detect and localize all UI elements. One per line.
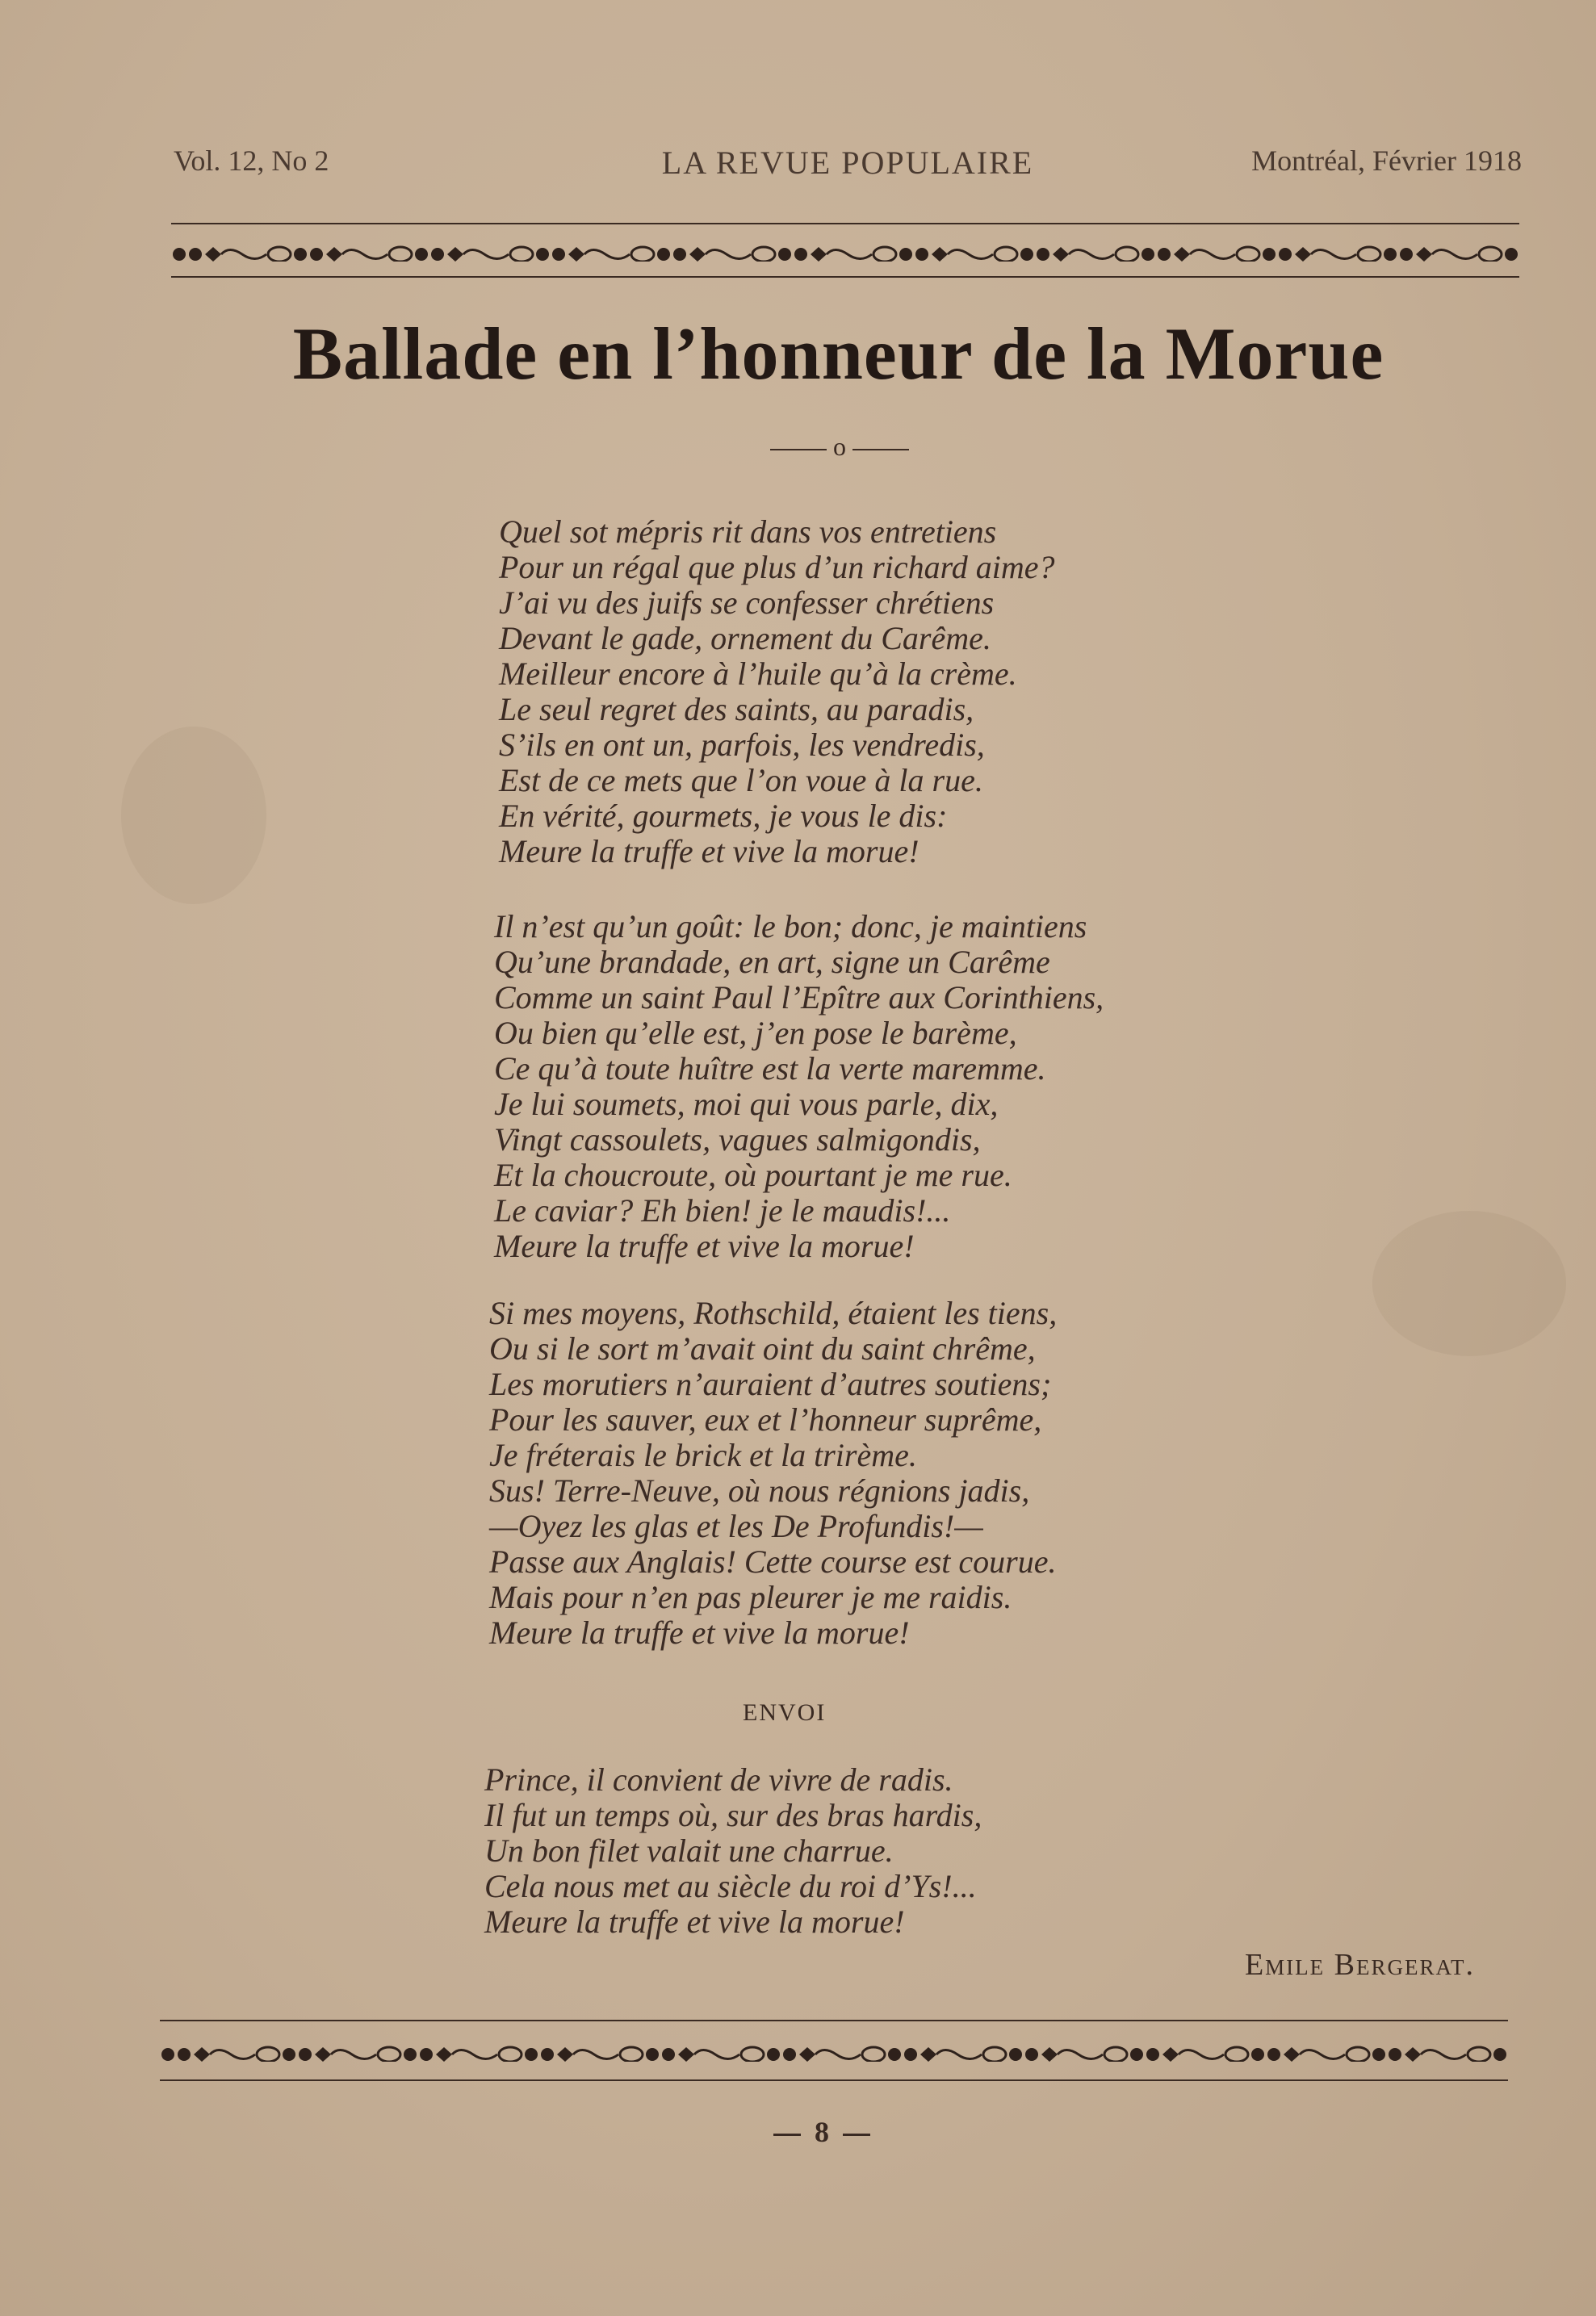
top-rule-upper: [171, 223, 1519, 224]
poem-title: Ballade en l’honneur de la Morue: [292, 312, 1384, 395]
verse-line: Il fut un temps où, sur des bras hardis,: [484, 1797, 982, 1833]
top-rule-lower: [171, 276, 1519, 278]
bottom-rule-lower: [160, 2079, 1508, 2081]
verse-line: S’ils en ont un, parfois, les vendredis,: [499, 727, 985, 763]
separator-mark: o: [833, 432, 846, 461]
refrain-line: Meure la truffe et vive la morue!: [484, 1903, 905, 1940]
verse-line: Ou si le sort m’avait oint du saint chrême,: [489, 1330, 1036, 1367]
verse-line: Est de ce mets que l’on voue à la rue.: [499, 762, 983, 798]
title-separator: [751, 432, 928, 462]
stanza-2: [494, 909, 1382, 1264]
page-number-dash-right: [843, 2134, 870, 2136]
page-number-value: 8: [815, 2116, 829, 2148]
separator-line-left: [770, 449, 827, 450]
verse-line: Devant le gade, ornement du Carême.: [499, 620, 991, 656]
ornament-band-top: [171, 242, 1519, 262]
stanza-1: [499, 514, 1387, 869]
verse-line: Le seul regret des saints, au paradis,: [499, 691, 974, 727]
envoi-heading: ENVOI: [743, 1699, 827, 1726]
paper-stain: [121, 727, 266, 904]
verse-line: Vingt cassoulets, vagues salmigondis,: [494, 1121, 981, 1158]
verse-line: Passe aux Anglais! Cette course est courue.: [489, 1543, 1057, 1580]
refrain-line: Meure la truffe et vive la morue!: [489, 1614, 910, 1651]
verse-line: Prince, il convient de vivre de radis.: [484, 1761, 953, 1798]
refrain-line: Meure la truffe et vive la morue!: [494, 1228, 915, 1264]
verse-line: Ce qu’à toute huître est la verte maremme.: [494, 1050, 1046, 1087]
verse-line: Mais pour n’en pas pleurer je me raidis.: [489, 1579, 1012, 1615]
verse-line: Un bon filet valait une charrue.: [484, 1832, 894, 1869]
verse-line: Ou bien qu’elle est, j’en pose le barème,: [494, 1015, 1017, 1051]
publication-name: LA REVUE POPULAIRE: [661, 144, 1034, 181]
verse-line: Et la choucroute, où pourtant je me rue.: [494, 1157, 1012, 1193]
verse-line: Les morutiers n’auraient d’autres soutiens;: [489, 1366, 1052, 1402]
refrain-line: Meure la truffe et vive la morue!: [499, 833, 919, 869]
verse-line: Quel sot mépris rit dans vos entretiens: [499, 513, 997, 550]
verse-line: —Oyez les glas et les De Profundis!—: [489, 1508, 983, 1544]
verse-line: Si mes moyens, Rothschild, étaient les tiens,: [489, 1295, 1058, 1331]
issue-date: Montréal, Février 1918: [1251, 144, 1522, 177]
verse-line: Sus! Terre-Neuve, où nous régnions jadis,: [489, 1472, 1030, 1509]
verse-line: J’ai vu des juifs se confesser chrétiens: [499, 584, 995, 621]
volume-number: Vol. 12, No 2: [174, 144, 329, 177]
page-number: [767, 2115, 877, 2149]
envoi-stanza: [484, 1762, 1372, 1940]
verse-line: Comme un saint Paul l’Epître aux Corinthiens,: [494, 979, 1104, 1016]
verse-line: En vérité, gourmets, je vous le dis:: [499, 798, 948, 834]
stanza-3: [489, 1296, 1377, 1651]
verse-line: Le caviar? Eh bien! je le maudis!...: [494, 1192, 951, 1229]
paper-stain: [1372, 1211, 1566, 1356]
verse-line: Pour un régal que plus d’un richard aime?: [499, 549, 1055, 585]
page-number-dash-left: [773, 2134, 801, 2136]
verse-line: Je lui soumets, moi qui vous parle, dix,: [494, 1086, 999, 1122]
separator-line-right: [852, 449, 909, 450]
ornament-band-bottom: [160, 2042, 1508, 2062]
verse-line: Cela nous met au siècle du roi d’Ys!...: [484, 1868, 977, 1904]
bottom-rule-upper: [160, 2020, 1508, 2021]
running-header: [174, 144, 1522, 184]
verse-line: Qu’une brandade, en art, signe un Carême: [494, 944, 1050, 980]
verse-line: Il n’est qu’un goût: le bon; donc, je maintiens: [494, 908, 1087, 944]
author-signature: Emile Bergerat.: [1244, 1948, 1475, 1982]
verse-line: Meilleur encore à l’huile qu’à la crème.: [499, 655, 1017, 692]
verse-line: Pour les sauver, eux et l’honneur suprême,: [489, 1401, 1042, 1438]
verse-line: Je fréterais le brick et la trirème.: [489, 1437, 917, 1473]
